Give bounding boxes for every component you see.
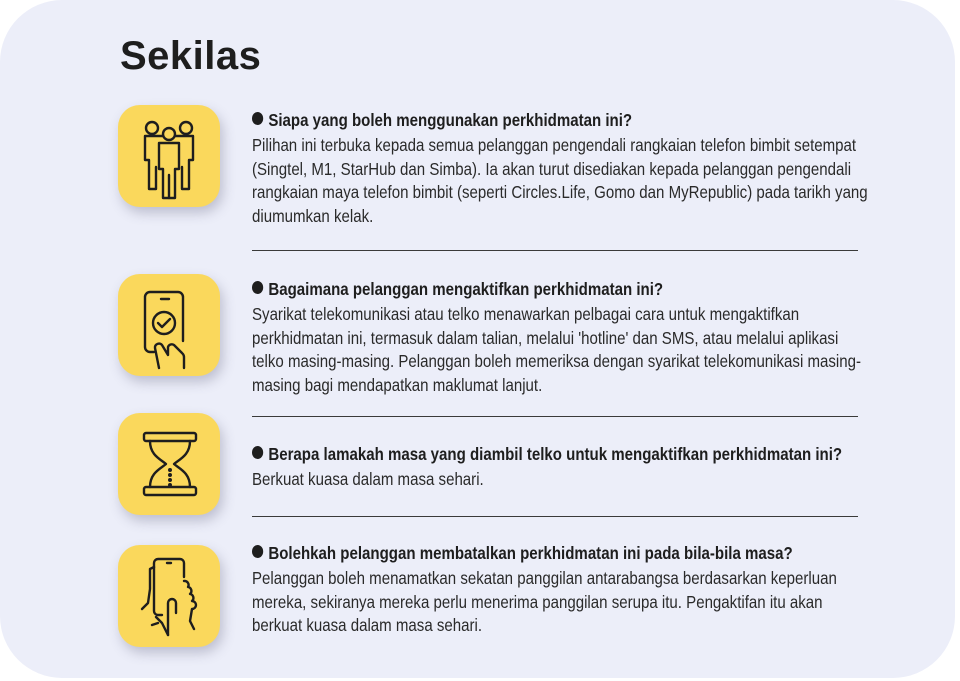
divider xyxy=(252,416,858,417)
faq-question: Berapa lamakah masa yang diambil telko untuk mengaktifkan perkhidmatan ini? xyxy=(252,442,802,466)
faq-answer: Pelanggan boleh menamatkan sekatan panggilan antarabangsa berdasarkan keperluan mereka, sekiranya mereka perlu menerima panggilan serupa itu. Pengaktifan itu akan berkuat kuasa dalam masa sehari. xyxy=(252,568,837,635)
page-title: Sekilas xyxy=(120,34,262,78)
divider xyxy=(252,250,858,251)
icon-tile-who xyxy=(118,105,220,207)
icon-tile-cancel xyxy=(118,545,220,647)
faq-item-who xyxy=(252,108,892,228)
bullet-icon xyxy=(252,281,263,294)
phone-checkmark-hand-icon xyxy=(118,274,220,376)
group-of-people-icon xyxy=(118,105,220,207)
bullet-icon xyxy=(252,112,263,125)
faq-question: Bagaimana pelanggan mengaktifkan perkhidmatan ini? xyxy=(252,277,802,301)
faq-answer: Syarikat telekomunikasi atau telko menawarkan pelbagai cara untuk mengaktifkan perkhidmatan ini, termasuk dalam talian, melalui 'hotline' dan SMS, atau melalui aplikasi telko masing-masing. Pelanggan boleh memeriksa dengan syarikat telekomunikasi masing-masing bagi mendapatkan maklumat lanjut. xyxy=(252,304,862,395)
faq-question: Bolehkah pelanggan membatalkan perkhidmatan ini pada bila-bila masa? xyxy=(252,541,802,565)
faq-item-activate xyxy=(252,277,892,397)
faq-answer: Berkuat kuasa dalam masa sehari. xyxy=(252,469,484,489)
bullet-icon xyxy=(252,446,263,459)
faq-item-duration xyxy=(252,442,892,492)
hand-holding-phone-icon xyxy=(118,545,220,647)
icon-tile-activate xyxy=(118,274,220,376)
icon-tile-duration xyxy=(118,413,220,515)
hourglass-icon xyxy=(118,413,220,515)
divider xyxy=(252,516,858,517)
faq-question: Siapa yang boleh menggunakan perkhidmatan ini? xyxy=(252,108,802,132)
faq-item-cancel xyxy=(252,541,892,638)
faq-answer: Pilihan ini terbuka kepada semua pelanggan pengendali rangkaian telefon bimbit setempat (Singtel, M1, StarHub dan Simba). Ia akan turut disediakan kepada pelanggan pengendali rangkaian maya telefon bimbit (seperti Circles.Life, Gomo dan MyRepublic) pada tarikh yang diumumkan kelak. xyxy=(252,135,868,226)
bullet-icon xyxy=(252,545,263,558)
